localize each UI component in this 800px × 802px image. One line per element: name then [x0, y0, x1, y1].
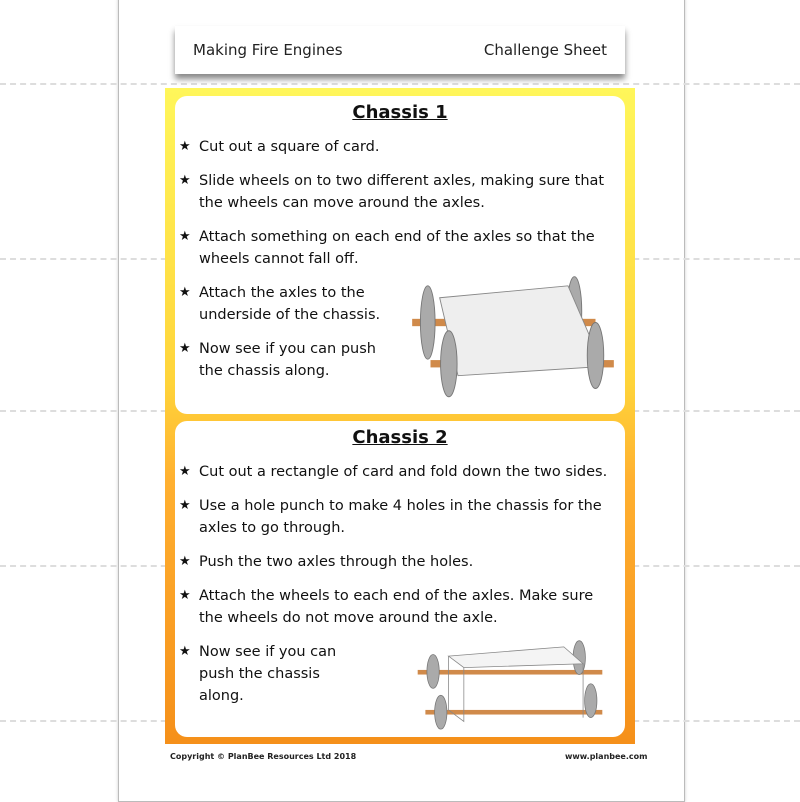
chassis-2-card	[175, 421, 625, 737]
section-title: Chassis 2	[352, 427, 448, 448]
steps-list	[179, 461, 619, 719]
step: ★ Slide wheels on to two different axles, making sure that the wheels can move around the axles.	[179, 170, 619, 214]
steps-list	[179, 136, 619, 394]
header-title: Making Fire Engines	[193, 41, 343, 59]
content-panel	[165, 88, 635, 744]
step: ★ Use a hole punch to make 4 holes in the chassis for the axles to go through.	[179, 495, 619, 539]
divider	[0, 83, 800, 85]
header-type: Challenge Sheet	[483, 41, 607, 59]
step: ★ Now see if you can push the chassis along.	[179, 338, 389, 382]
step: ★ Push the two axles through the holes.	[179, 551, 619, 573]
step: ★ Now see if you can push the chassis along.	[179, 641, 349, 707]
website-link[interactable]: www.planbee.com	[565, 752, 648, 761]
page-header	[175, 26, 625, 74]
copyright: Copyright © PlanBee Resources Ltd 2018	[170, 752, 357, 761]
chassis-1-card	[175, 96, 625, 414]
step: ★ Cut out a square of card.	[179, 136, 619, 158]
step: ★ Attach the wheels to each end of the axles. Make sure the wheels do not move around the axle.	[179, 585, 619, 629]
step: ★ Cut out a rectangle of card and fold down the two sides.	[179, 461, 619, 483]
step: ★ Attach something on each end of the axles so that the wheels cannot fall off.	[179, 226, 609, 270]
section-title: Chassis 1	[352, 102, 448, 123]
step: ★ Attach the axles to the underside of the chassis.	[179, 282, 389, 326]
